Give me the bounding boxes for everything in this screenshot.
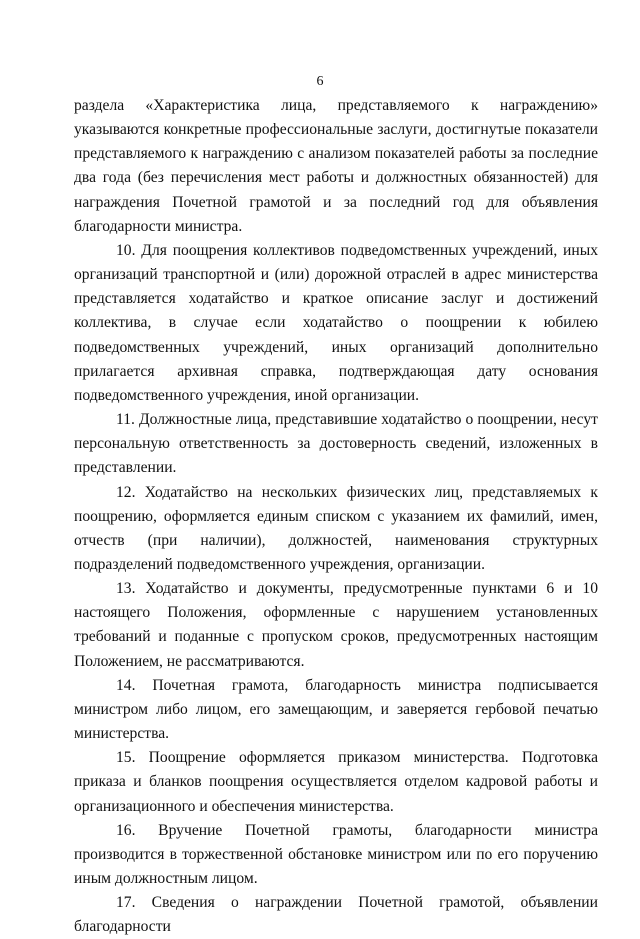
paragraph-13: 13. Ходатайство и документы, предусмотренные пунктами 6 и 10 настоящего Положения, оформленные с нарушением установленных требований и поданные с пропуском сроков, предусмотренных настоящим Положением, не рассматриваются.	[74, 580, 598, 670]
document-body	[74, 94, 598, 939]
paragraph-14: 14. Почетная грамота, благодарность министра подписывается министром либо лицом, его замещающим, и заверяется гербовой печатью министерства.	[74, 676, 598, 743]
paragraph-15: 15. Поощрение оформляется приказом министерства. Подготовка приказа и бланков поощрения осуществляется отделом кадровой работы и организационного и обеспечения министерства.	[74, 749, 598, 815]
paragraph-11: 11. Должностные лица, представившие ходатайство о поощрении, несут персональную ответственность за достоверность сведений, изложенных в представлении.	[74, 411, 598, 477]
paragraph-17: 17. Сведения о награждении Почетной грамотой, объявлении благодарности	[74, 894, 598, 936]
page-number: 6	[316, 74, 324, 89]
paragraph-16: 16. Вручение Почетной грамоты, благодарности министра производится в торжественной обстановке министром или по его поручению иным должностным лицом.	[74, 821, 598, 887]
paragraph-continued: раздела «Характеристика лица, представляемого к награждению» указываются конкретные профессиональные заслуги, достигнутые показатели представляемого к награждению с анализом показателей работы за последние два года (без перечисления мест работы и должностных обязанностей) для награждения Почетной грамотой и за последний год для объявления благодарности министра.	[74, 97, 598, 235]
paragraph-12: 12. Ходатайство на нескольких физических лиц, представляемых к поощрению, оформляется единым списком с указанием их фамилий, имен, отчеств (при наличии), должностей, наименования структурных подразделений подведомственного учреждения, организации.	[74, 483, 598, 573]
paragraph-10: 10. Для поощрения коллективов подведомственных учреждений, иных организаций транспортной и (или) дорожной отраслей в адрес министерства представляется ходатайство и краткое описание заслуг и достижений коллектива, в случае если ходатайство о поощрении к юбилею подведомственных учреждений, иных организаций дополнительно прилагается архивная справка, подтверждающая дату основания подведомственного учреждения, иной организации.	[74, 241, 598, 404]
